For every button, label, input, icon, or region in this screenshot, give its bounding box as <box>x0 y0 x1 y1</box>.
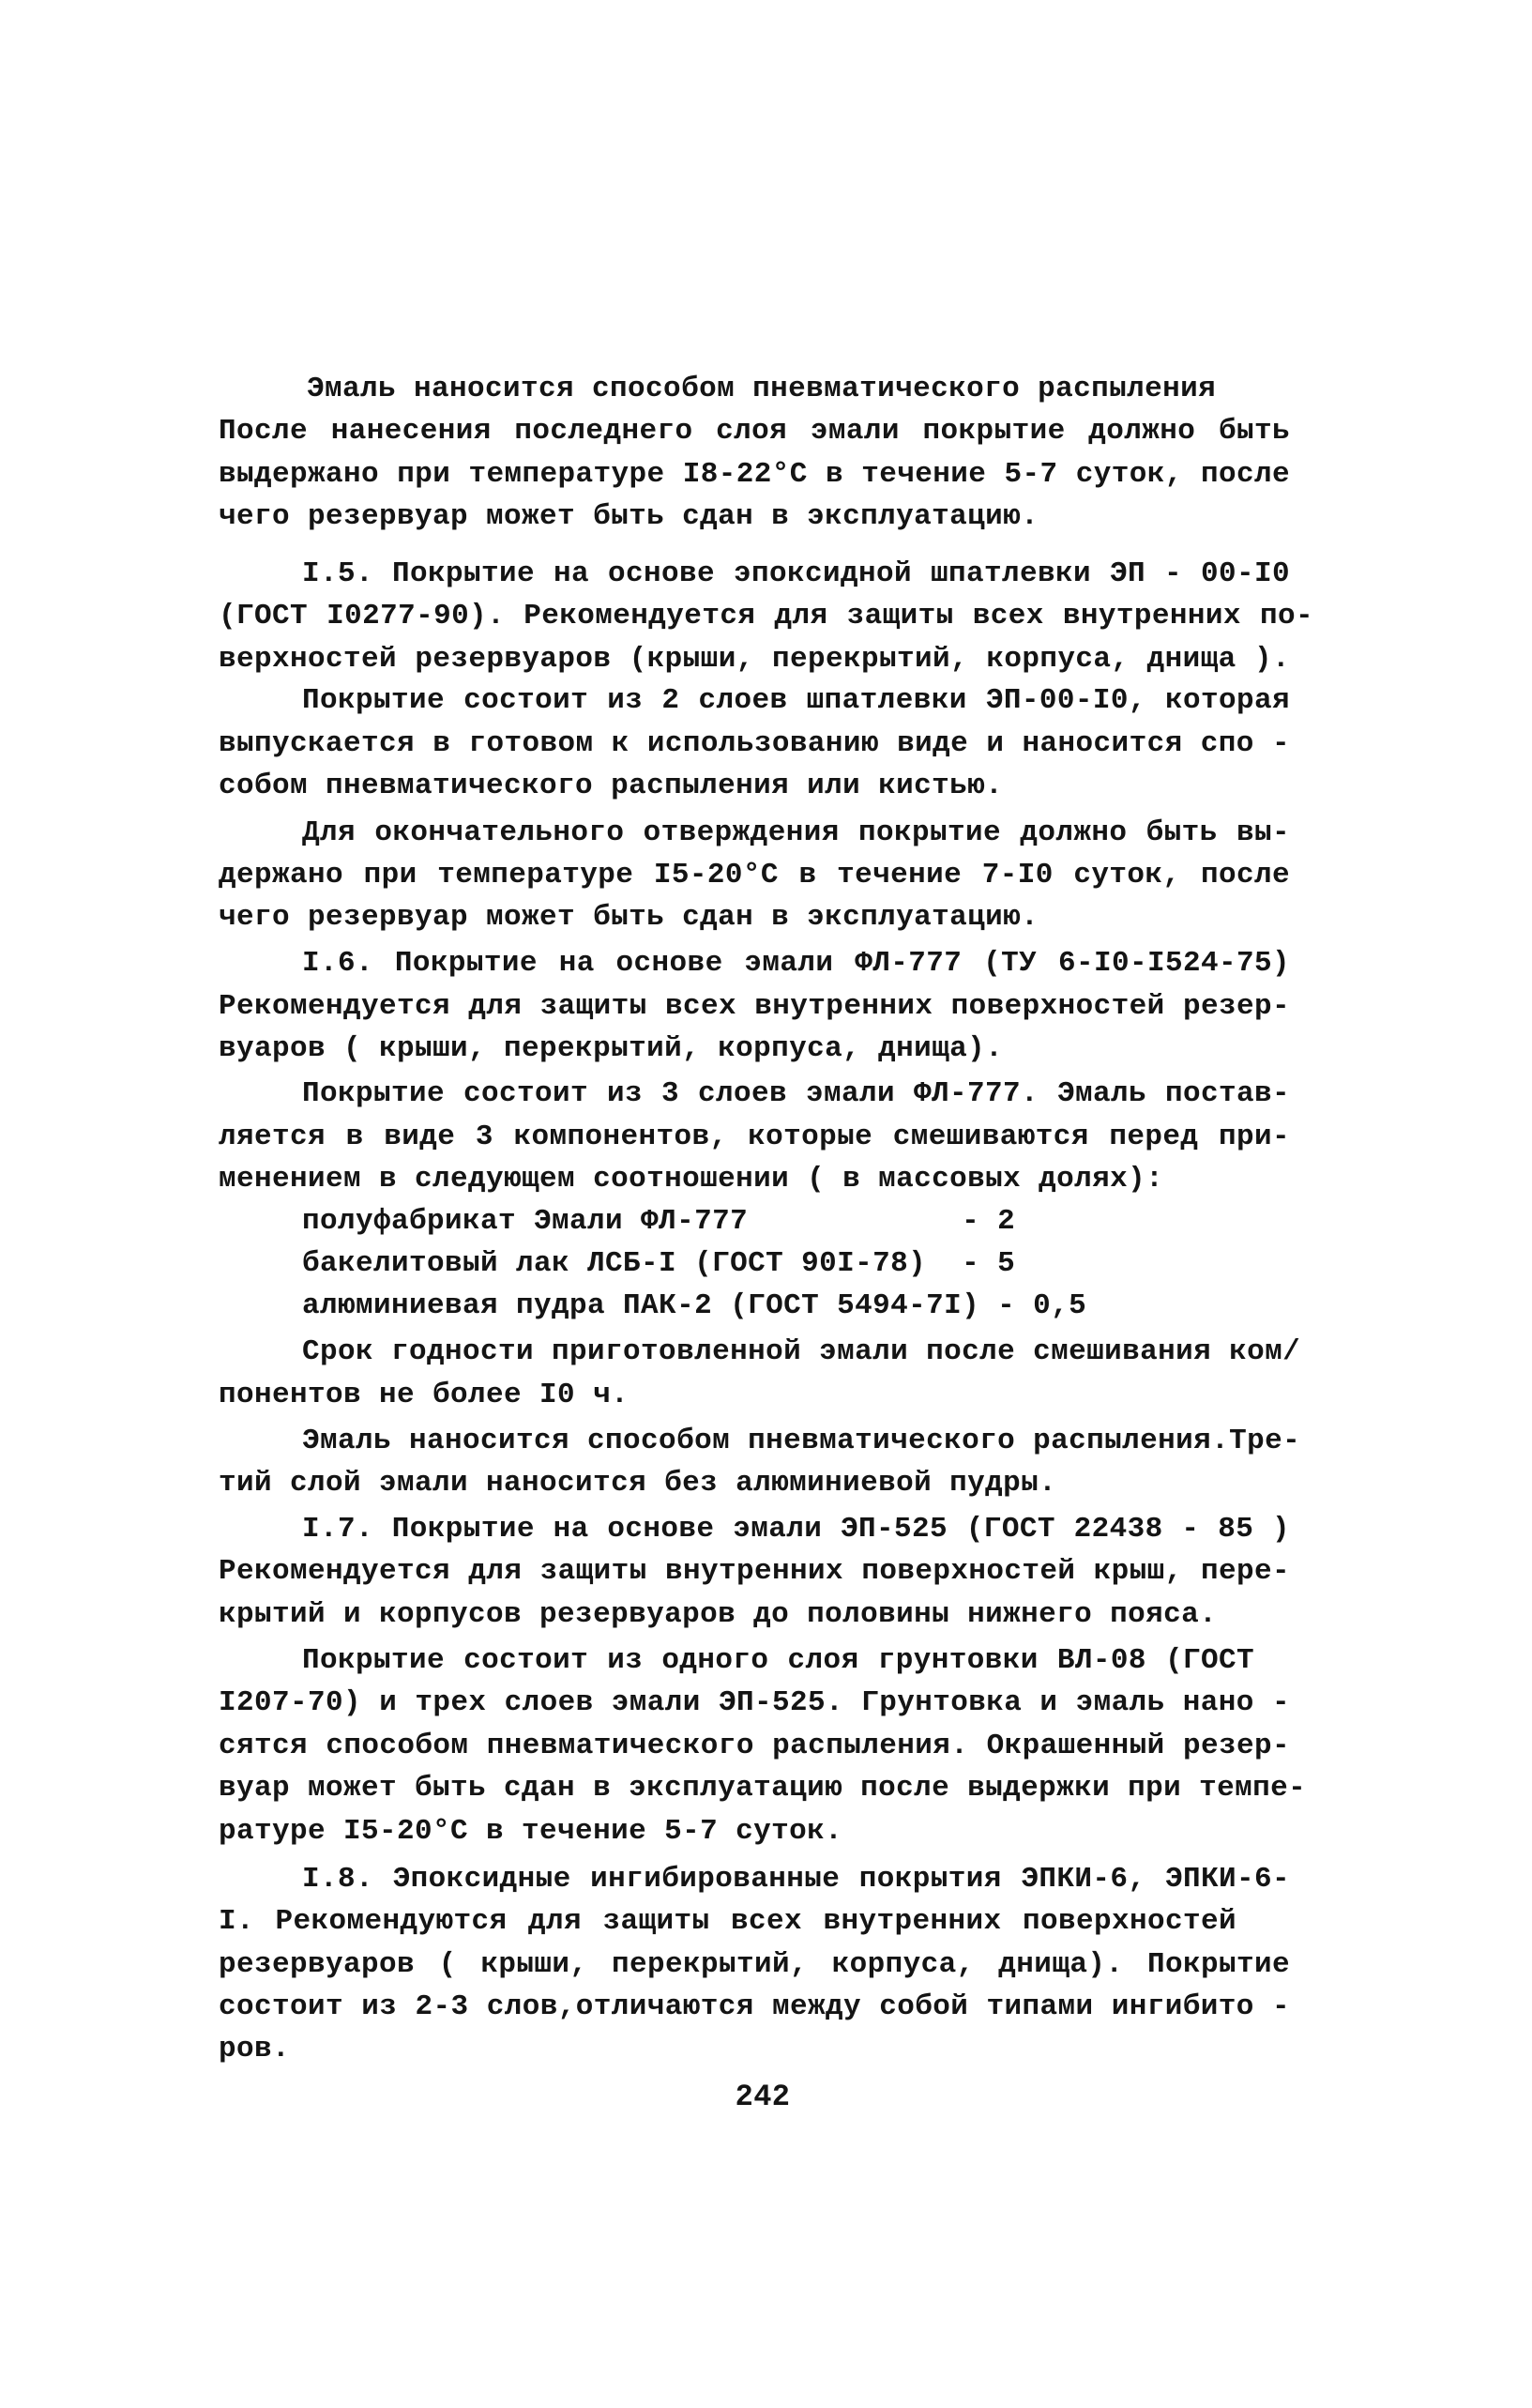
text-line: После нанесения последнего слоя эмали покрытие должно быть <box>219 415 1290 448</box>
text-line: держано при температуре I5-20°С в течение 7-I0 суток, после <box>219 859 1290 892</box>
page-number: 242 <box>735 2080 791 2114</box>
text-line: Покрытие состоит из одного слоя грунтовки ВЛ-08 (ГОСТ <box>302 1644 1254 1677</box>
recipe-line: полуфабрикат Эмали ФЛ-777 - 2 <box>302 1205 1016 1238</box>
text-line: понентов не более I0 ч. <box>219 1379 629 1411</box>
text-line: Покрытие состоит из 3 слоев эмали ФЛ-777. Эмаль постав- <box>302 1077 1290 1110</box>
text-line: Покрытие состоит из 2 слоев шпатлевки ЭП-00-I0, которая <box>302 684 1290 717</box>
text-line: вуар может быть сдан в эксплуатацию после выдержки при темпе- <box>219 1772 1307 1805</box>
text-line: чего резервуар может быть сдан в эксплуатацию. <box>219 901 1039 934</box>
text-line: выпускается в готовом к использованию виде и наносится спо - <box>219 727 1290 760</box>
text-line: I.6. Покрытие на основе эмали ФЛ-777 (ТУ 6-I0-I524-75) <box>302 947 1290 980</box>
recipe-line: алюминиевая пудра ПАК-2 (ГОСТ 5494-7I) - 0,5 <box>302 1289 1087 1322</box>
text-line: крытий и корпусов резервуаров до половины нижнего пояса. <box>219 1598 1218 1631</box>
text-line: ляется в виде 3 компонентов, которые смешиваются перед при- <box>219 1120 1290 1153</box>
text-line: ров. <box>219 2033 291 2065</box>
text-line: чего резервуар может быть сдан в эксплуатацию. <box>219 500 1039 533</box>
text-line: Для окончательного отверждения покрытие должно быть вы- <box>302 816 1290 849</box>
text-line: I207-70) и трех слоев эмали ЭП-525. Грунтовка и эмаль нано - <box>219 1686 1290 1719</box>
text-line: Эмаль наносится способом пневматического распыления <box>307 373 1217 405</box>
text-line: Рекомендуется для защиты всех внутренних поверхностей резер- <box>219 990 1290 1023</box>
text-line: I.8. Эпоксидные ингибированные покрытия ЭПКИ-6, ЭПКИ-6- <box>302 1863 1290 1896</box>
text-line: резервуаров ( крыши, перекрытий, корпуса, днища). Покрытие <box>219 1948 1290 1981</box>
recipe-line: бакелитовый лак ЛСБ-I (ГОСТ 90I-78) - 5 <box>302 1247 1016 1280</box>
text-line: выдержано при температуре I8-22°С в течение 5-7 суток, после <box>219 458 1290 491</box>
text-line: I. Рекомендуются для защиты всех внутренних поверхностей <box>219 1905 1236 1938</box>
text-line: верхностей резервуаров (крыши, перекрытий, корпуса, днища ). <box>219 643 1290 676</box>
text-line: вуаров ( крыши, перекрытий, корпуса, днища). <box>219 1032 1004 1065</box>
text-line: состоит из 2-3 слов,отличаются между собой типами ингибито - <box>219 1990 1290 2023</box>
text-line: менением в следующем соотношении ( в массовых долях): <box>219 1163 1164 1196</box>
text-line: (ГОСТ I0277-90). Рекомендуется для защиты всех внутренних по- <box>219 600 1313 632</box>
text-line: сятся способом пневматического распыления. Окрашенный резер- <box>219 1730 1290 1762</box>
text-line: Рекомендуется для защиты внутренних поверхностей крыш, пере- <box>219 1555 1290 1588</box>
text-line: I.5. Покрытие на основе эпоксидной шпатлевки ЭП - 00-I0 <box>302 557 1290 590</box>
text-line: Эмаль наносится способом пневматического распыления.Тре- <box>302 1425 1301 1457</box>
text-line: тий слой эмали наносится без алюминиевой пудры. <box>219 1467 1057 1500</box>
text-line: ратуре I5-20°С в течение 5-7 суток. <box>219 1815 843 1848</box>
text-line: I.7. Покрытие на основе эмали ЭП-525 (ГОСТ 22438 - 85 ) <box>302 1513 1290 1546</box>
text-line: собом пневматического распыления или кистью. <box>219 770 1004 802</box>
text-line: Срок годности приготовленной эмали после смешивания ком/ <box>302 1335 1301 1368</box>
